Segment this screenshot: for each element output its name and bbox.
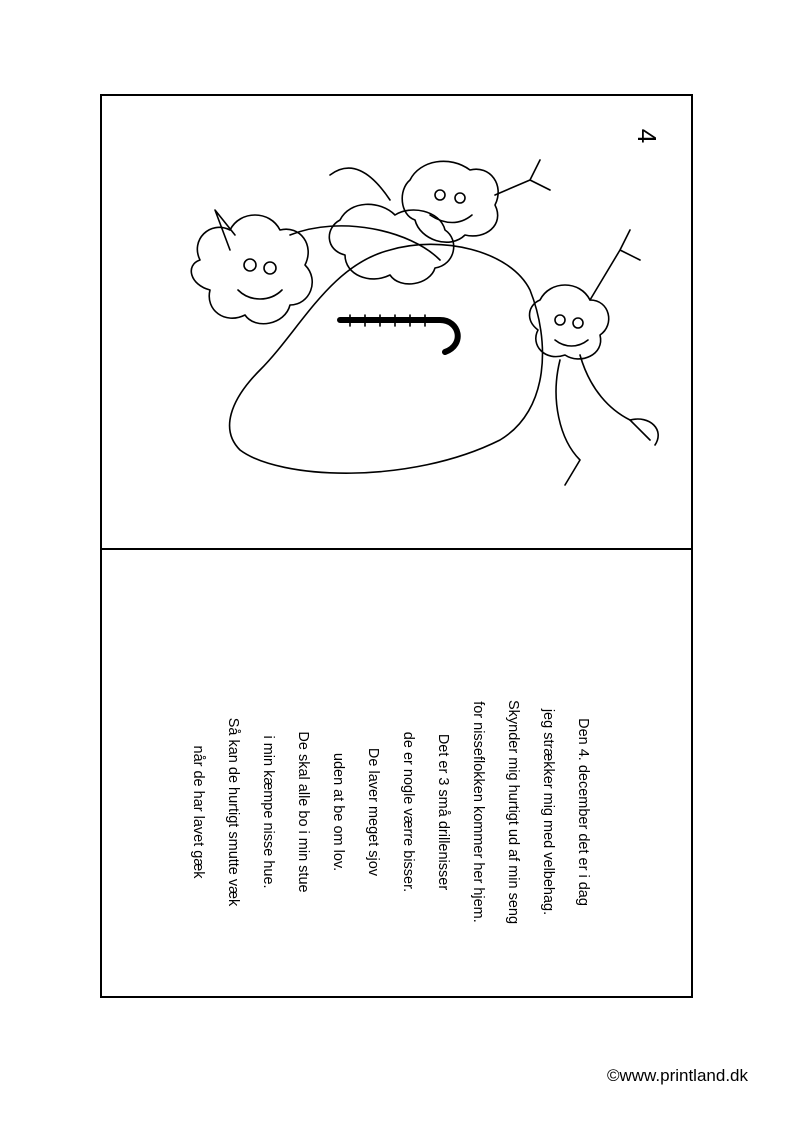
poem-line: i min kæmpe nisse hue. [260, 735, 276, 889]
poem-line: Så kan de hurtigt smutte væk [225, 717, 241, 907]
fold-divider [102, 548, 691, 550]
poem-line: uden at be om lov. [330, 752, 346, 872]
poem-line: Det er 3 små drillenisser [435, 733, 451, 891]
poem-line: for nisseflokken kommer her hjem. [470, 701, 486, 923]
poem-line: når de har lavet gæk [190, 745, 206, 879]
poem-line: Den 4. december det er i dag [575, 718, 591, 906]
poem-line: jeg strækker mig med velbehag. [540, 708, 556, 916]
elves-coloring-illustration-icon [110, 140, 670, 520]
poem-line: De skal alle bo i min stue [295, 731, 311, 893]
poem-line: De laver meget sjov [365, 747, 381, 877]
copyright-link[interactable]: ©www.printland.dk [606, 1066, 748, 1085]
poem-text [180, 562, 600, 1062]
page-number: 4 [632, 128, 662, 144]
poem-line: de er nogle værre bisser. [400, 731, 416, 893]
poem-line: Skynder mig hurtigt ud af min seng [505, 699, 521, 925]
